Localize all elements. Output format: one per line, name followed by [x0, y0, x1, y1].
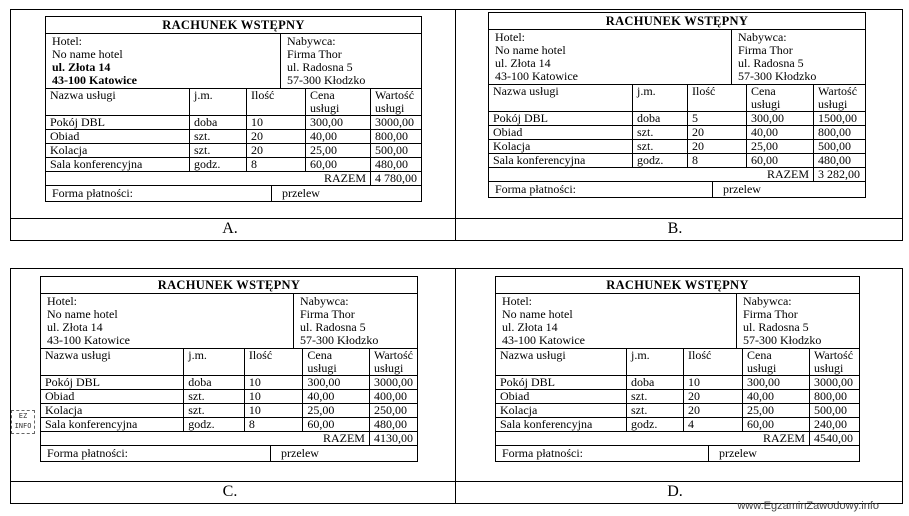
column-header-service: Nazwa usługi [41, 349, 184, 376]
table-cell: 480,00 [369, 418, 417, 432]
table-cell: 8 [247, 158, 306, 172]
table-cell: 60,00 [743, 418, 810, 432]
hotel-heading: Hotel: [47, 294, 77, 308]
column-header-value: Wartość usługi [814, 85, 866, 112]
payment-value: przelew [723, 182, 761, 196]
invoice-panel-c [40, 276, 418, 462]
payment-value: przelew [282, 186, 320, 200]
hotel-heading: Hotel: [52, 34, 82, 48]
column-header-service: Nazwa usługi [496, 349, 627, 376]
table-cell: 500,00 [371, 144, 422, 158]
hotel-name: No name hotel [47, 307, 118, 321]
top-label-divider [10, 218, 903, 219]
table-row [496, 376, 859, 390]
table-header-row [496, 349, 859, 376]
table-cell: 300,00 [743, 376, 810, 390]
column-header-value: Wartość usługi [369, 349, 417, 376]
table-cell: Kolacja [496, 404, 627, 418]
table-row [41, 418, 417, 432]
hotel-city: 43-100 Katowice [52, 73, 137, 87]
total-value: 4 780,00 [371, 172, 422, 186]
hotel-heading: Hotel: [502, 294, 532, 308]
services-table [489, 85, 865, 181]
hotel-street: ul. Złota 14 [495, 56, 551, 70]
buyer-block [281, 34, 371, 88]
table-cell: Obiad [496, 390, 627, 404]
table-cell: Pokój DBL [41, 376, 184, 390]
table-cell: Sala konferencyjna [41, 418, 184, 432]
table-cell: szt. [184, 390, 245, 404]
table-header-row [46, 89, 421, 116]
table-row [496, 390, 859, 404]
buyer-heading: Nabywca: [300, 294, 349, 308]
total-label: RAZEM [46, 172, 371, 186]
table-row [489, 126, 865, 140]
column-header-qty: Ilość [684, 349, 743, 376]
table-cell: 400,00 [369, 390, 417, 404]
table-cell: 300,00 [747, 112, 814, 126]
total-row [489, 168, 865, 182]
table-cell: szt. [190, 144, 247, 158]
table-cell: 60,00 [747, 154, 814, 168]
column-header-price: Cena usługi [743, 349, 810, 376]
column-header-price: Cena usługi [747, 85, 814, 112]
hotel-block [46, 34, 281, 88]
payment-label: Forma płatności: [46, 186, 272, 201]
table-cell: 40,00 [303, 390, 370, 404]
table-cell: godz. [633, 154, 688, 168]
table-cell: 60,00 [303, 418, 370, 432]
table-cell: 25,00 [306, 144, 371, 158]
table-cell: 4 [684, 418, 743, 432]
table-cell: szt. [627, 390, 684, 404]
hotel-name: No name hotel [502, 307, 573, 321]
buyer-city: 57-300 Kłodzko [287, 73, 366, 87]
table-cell: 500,00 [810, 404, 860, 418]
column-header-unit: j.m. [633, 85, 688, 112]
column-header-service: Nazwa usługi [46, 89, 190, 116]
table-cell: 20 [247, 144, 306, 158]
table-cell: Sala konferencyjna [46, 158, 190, 172]
buyer-city: 57-300 Kłodzko [300, 333, 379, 347]
invoice-panel-a [45, 16, 422, 202]
answer-label-c[interactable]: C. [222, 483, 238, 500]
column-header-qty: Ilość [688, 85, 747, 112]
table-cell: 3000,00 [810, 376, 860, 390]
hotel-street: ul. Złota 14 [502, 320, 558, 334]
table-cell: 25,00 [743, 404, 810, 418]
column-header-unit: j.m. [627, 349, 684, 376]
table-header-row [41, 349, 417, 376]
table-cell: 60,00 [306, 158, 371, 172]
table-cell: 300,00 [303, 376, 370, 390]
table-cell: 20 [684, 404, 743, 418]
table-cell: 10 [684, 376, 743, 390]
table-cell: 8 [688, 154, 747, 168]
answer-label-d[interactable]: D. [667, 483, 683, 500]
invoice-parties [41, 294, 417, 349]
hotel-block [489, 30, 732, 84]
payment-row [496, 445, 859, 461]
table-row [489, 112, 865, 126]
table-row [46, 116, 421, 130]
table-row [489, 140, 865, 154]
hotel-city: 43-100 Katowice [495, 69, 578, 83]
total-label: RAZEM [496, 432, 810, 446]
buyer-heading: Nabywca: [287, 34, 336, 48]
table-cell: 240,00 [810, 418, 860, 432]
payment-label: Forma płatności: [41, 446, 271, 461]
column-header-unit: j.m. [184, 349, 245, 376]
total-row [496, 432, 859, 446]
table-cell: 10 [244, 390, 303, 404]
buyer-city: 57-300 Kłodzko [738, 69, 817, 83]
table-cell: 500,00 [814, 140, 866, 154]
table-cell: 480,00 [371, 158, 422, 172]
payment-row [41, 445, 417, 461]
buyer-street: ul. Radosna 5 [287, 60, 353, 74]
invoice-title: RACHUNEK WSTĘPNY [41, 277, 417, 294]
table-cell: 20 [247, 130, 306, 144]
invoice-title: RACHUNEK WSTĘPNY [489, 13, 865, 30]
buyer-street: ul. Radosna 5 [738, 56, 804, 70]
services-table [496, 349, 859, 445]
payment-row [489, 181, 865, 197]
table-cell: 800,00 [371, 130, 422, 144]
buyer-city: 57-300 Kłodzko [743, 333, 822, 347]
hotel-street: ul. Złota 14 [52, 60, 111, 74]
table-header-row [489, 85, 865, 112]
invoice-title: RACHUNEK WSTĘPNY [496, 277, 859, 294]
column-header-price: Cena usługi [306, 89, 371, 116]
table-cell: godz. [184, 418, 245, 432]
bottom-label-divider [10, 481, 903, 482]
payment-value: przelew [719, 446, 757, 460]
invoice-panel-b [488, 12, 866, 198]
table-cell: 250,00 [369, 404, 417, 418]
hotel-name: No name hotel [495, 43, 566, 57]
table-cell: doba [190, 116, 247, 130]
table-row [41, 390, 417, 404]
table-cell: 800,00 [810, 390, 860, 404]
column-header-unit: j.m. [190, 89, 247, 116]
services-table [46, 89, 421, 185]
buyer-name: Firma Thor [300, 307, 355, 321]
column-header-qty: Ilość [247, 89, 306, 116]
table-cell: szt. [627, 404, 684, 418]
invoice-parties [489, 30, 865, 85]
table-cell: Obiad [489, 126, 633, 140]
table-cell: doba [627, 376, 684, 390]
table-cell: godz. [190, 158, 247, 172]
table-cell: Sala konferencyjna [496, 418, 627, 432]
table-row [46, 130, 421, 144]
buyer-heading: Nabywca: [738, 30, 787, 44]
table-cell: 10 [244, 404, 303, 418]
table-row [46, 158, 421, 172]
table-cell: szt. [184, 404, 245, 418]
hotel-city: 43-100 Katowice [47, 333, 130, 347]
table-cell: 20 [684, 390, 743, 404]
hotel-street: ul. Złota 14 [47, 320, 103, 334]
answer-label-a[interactable]: A. [222, 220, 238, 237]
table-cell: 40,00 [306, 130, 371, 144]
hotel-block [496, 294, 737, 348]
table-cell: 20 [688, 140, 747, 154]
table-cell: Pokój DBL [496, 376, 627, 390]
table-cell: Kolacja [46, 144, 190, 158]
table-cell: Kolacja [489, 140, 633, 154]
table-cell: szt. [633, 126, 688, 140]
ez-info-logo: EZ INFO [11, 410, 35, 434]
table-row [489, 154, 865, 168]
buyer-street: ul. Radosna 5 [300, 320, 366, 334]
total-value: 3 282,00 [814, 168, 866, 182]
table-cell: 5 [688, 112, 747, 126]
column-header-price: Cena usługi [303, 349, 370, 376]
table-cell: godz. [627, 418, 684, 432]
answer-label-b[interactable]: B. [667, 220, 683, 237]
invoice-panel-d [495, 276, 860, 462]
table-cell: szt. [633, 140, 688, 154]
top-vertical-divider [455, 9, 456, 241]
total-label: RAZEM [41, 432, 369, 446]
buyer-block [294, 294, 384, 348]
buyer-heading: Nabywca: [743, 294, 792, 308]
table-row [41, 404, 417, 418]
column-header-value: Wartość usługi [371, 89, 422, 116]
total-row [46, 172, 421, 186]
total-row [41, 432, 417, 446]
column-header-qty: Ilość [244, 349, 303, 376]
table-cell: 20 [688, 126, 747, 140]
buyer-street: ul. Radosna 5 [743, 320, 809, 334]
column-header-service: Nazwa usługi [489, 85, 633, 112]
total-value: 4130,00 [369, 432, 417, 446]
column-header-value: Wartość usługi [810, 349, 860, 376]
table-cell: Sala konferencyjna [489, 154, 633, 168]
services-table [41, 349, 417, 445]
table-cell: 800,00 [814, 126, 866, 140]
table-cell: 480,00 [814, 154, 866, 168]
hotel-heading: Hotel: [495, 30, 525, 44]
table-cell: doba [184, 376, 245, 390]
table-cell: Kolacja [41, 404, 184, 418]
buyer-name: Firma Thor [738, 43, 793, 57]
invoice-parties [46, 34, 421, 89]
table-cell: 1500,00 [814, 112, 866, 126]
bottom-vertical-divider [455, 268, 456, 504]
total-value: 4540,00 [810, 432, 860, 446]
table-cell: 40,00 [747, 126, 814, 140]
table-row [496, 404, 859, 418]
table-cell: doba [633, 112, 688, 126]
table-row [46, 144, 421, 158]
total-label: RAZEM [489, 168, 814, 182]
payment-value: przelew [281, 446, 319, 460]
invoice-parties [496, 294, 859, 349]
table-cell: 25,00 [747, 140, 814, 154]
hotel-city: 43-100 Katowice [502, 333, 585, 347]
payment-label: Forma płatności: [496, 446, 709, 461]
buyer-block [732, 30, 822, 84]
buyer-name: Firma Thor [287, 47, 342, 61]
table-row [496, 418, 859, 432]
buyer-block [737, 294, 827, 348]
hotel-name: No name hotel [52, 47, 123, 61]
table-cell: 10 [247, 116, 306, 130]
invoice-title: RACHUNEK WSTĘPNY [46, 17, 421, 34]
table-cell: 10 [244, 376, 303, 390]
table-cell: Pokój DBL [489, 112, 633, 126]
table-cell: 3000,00 [369, 376, 417, 390]
table-cell: Pokój DBL [46, 116, 190, 130]
table-cell: Obiad [41, 390, 184, 404]
table-cell: 3000,00 [371, 116, 422, 130]
table-cell: 8 [244, 418, 303, 432]
table-cell: szt. [190, 130, 247, 144]
hotel-block [41, 294, 294, 348]
table-cell: 25,00 [303, 404, 370, 418]
buyer-name: Firma Thor [743, 307, 798, 321]
table-cell: Obiad [46, 130, 190, 144]
payment-label: Forma płatności: [489, 182, 713, 197]
table-cell: 300,00 [306, 116, 371, 130]
table-cell: 40,00 [743, 390, 810, 404]
table-row [41, 376, 417, 390]
site-watermark: www.EgzaminZawodowy.info [737, 500, 879, 512]
payment-row [46, 185, 421, 201]
